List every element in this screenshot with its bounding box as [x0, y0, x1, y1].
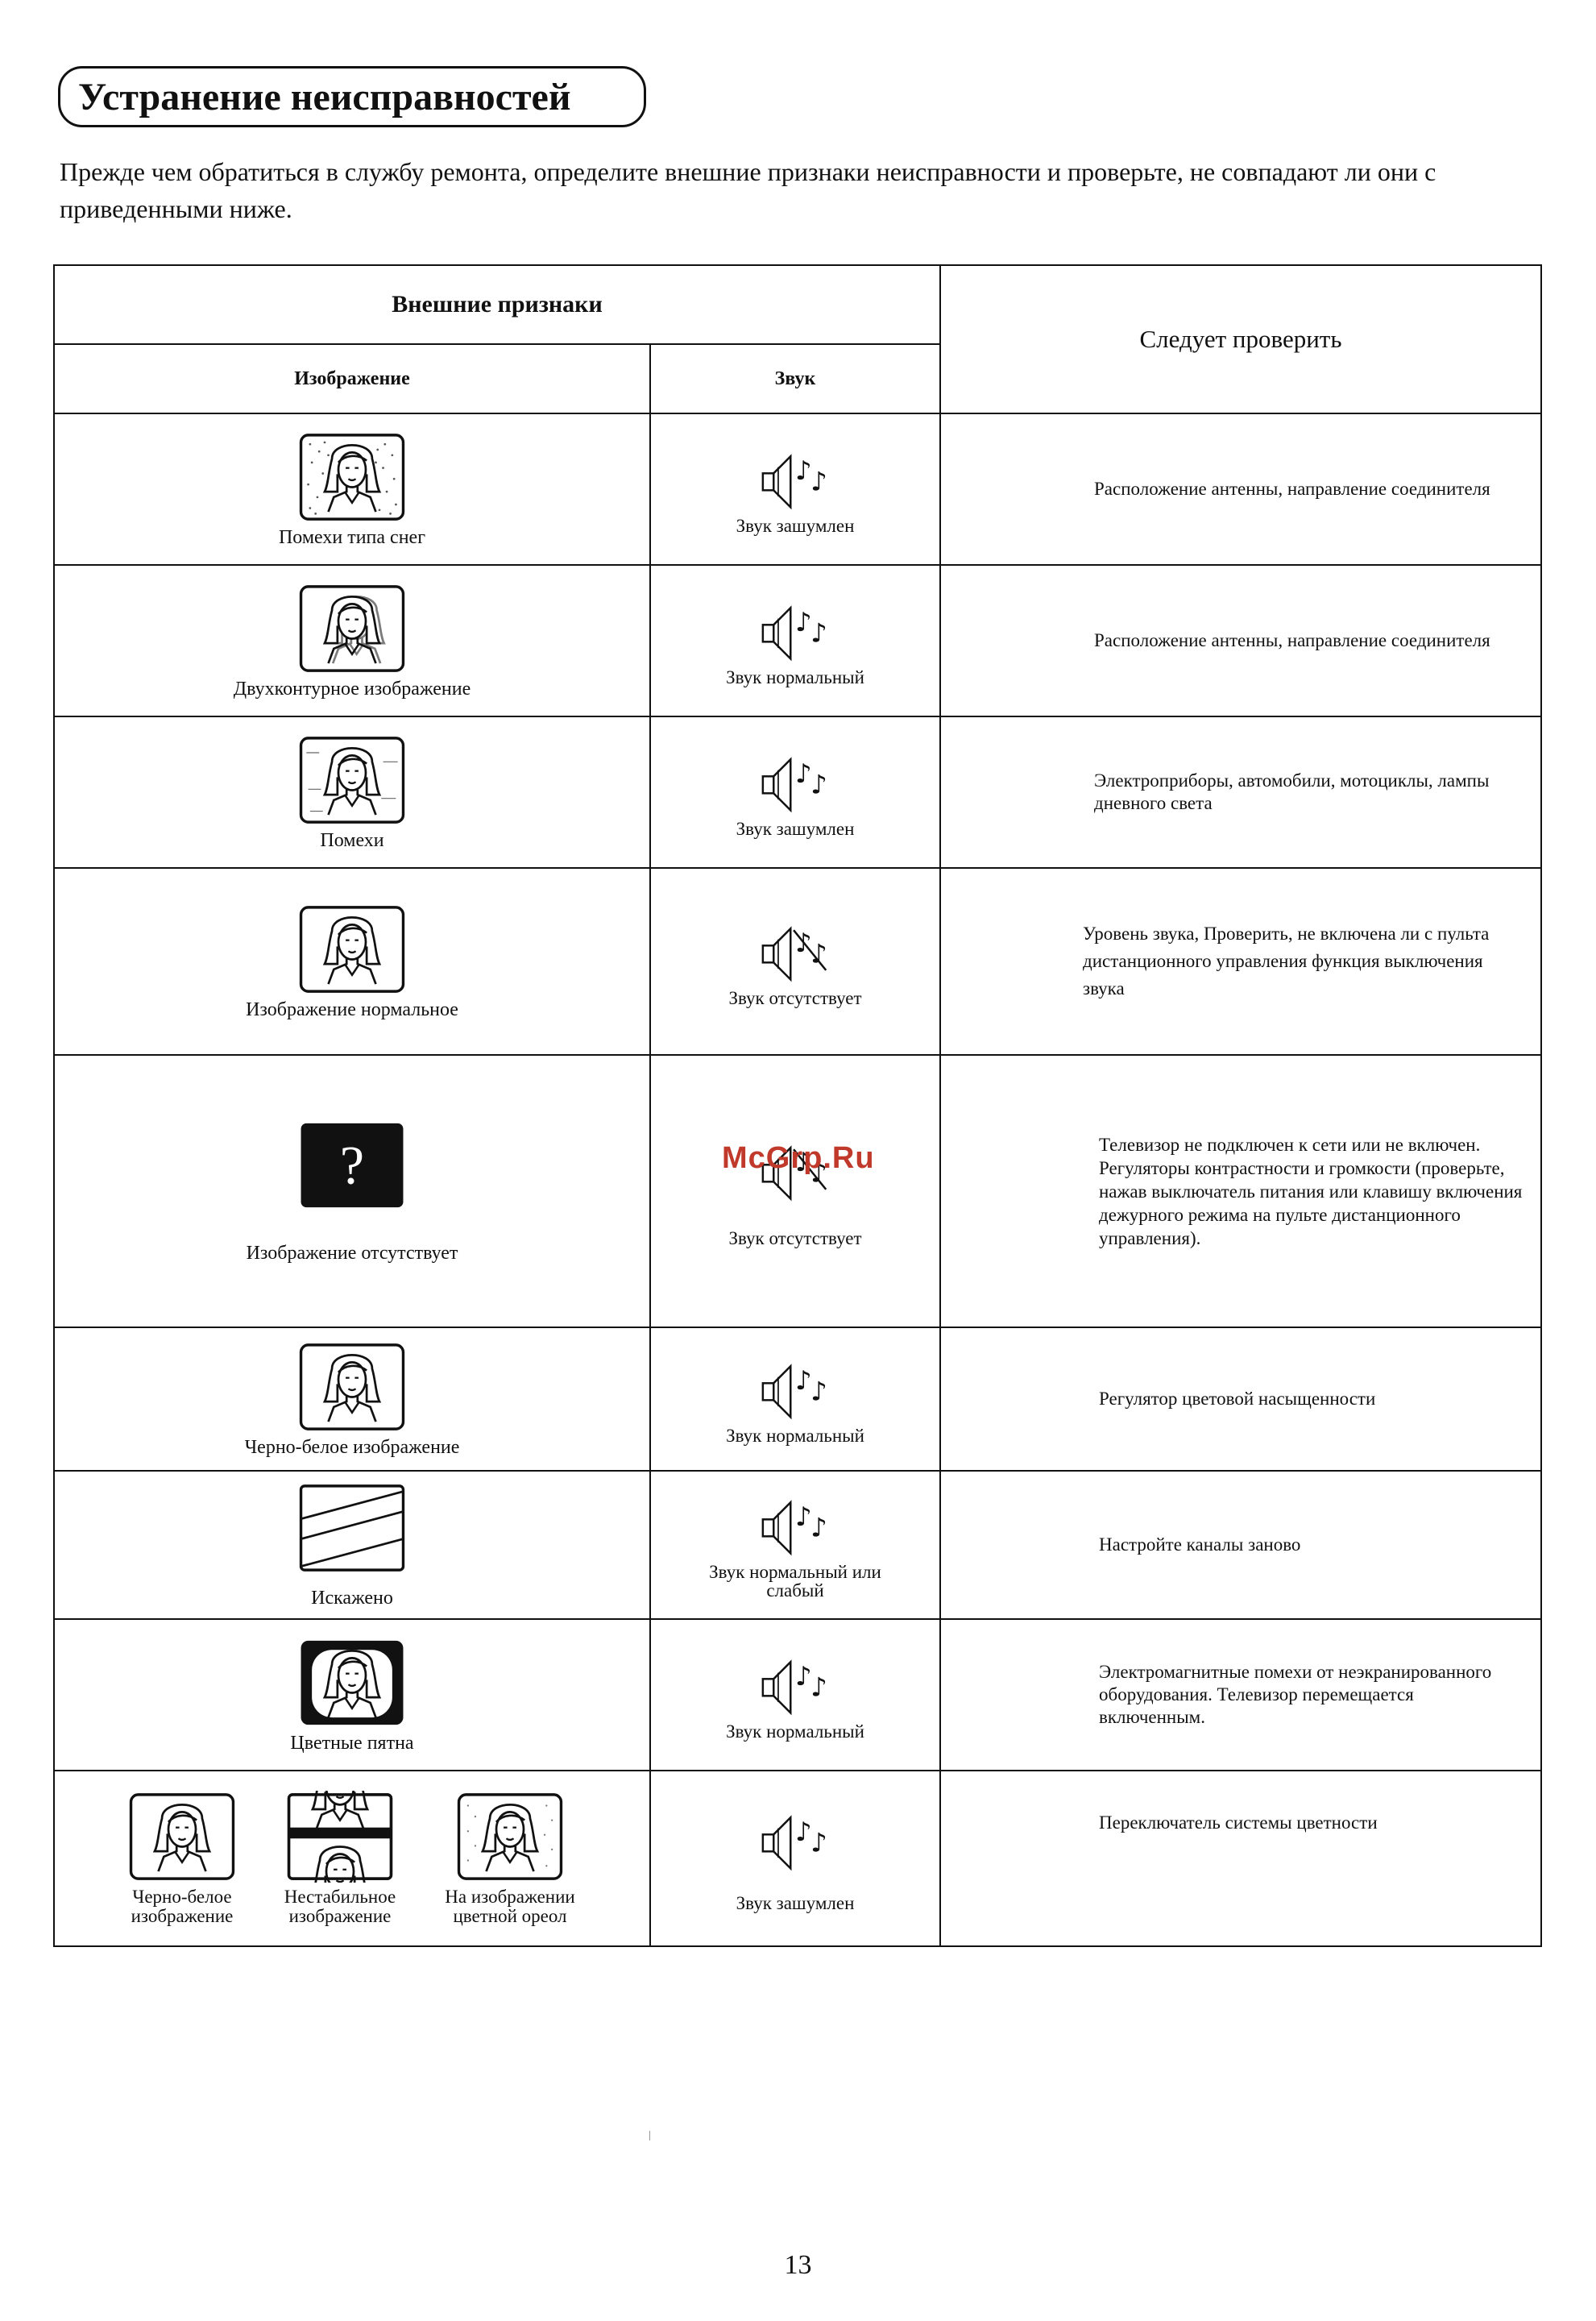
table-row [54, 1327, 1541, 1471]
speaker-music-icon [757, 1805, 834, 1875]
sound-caption: Звук отсутствует [728, 987, 862, 1008]
picture-caption: Изображение нормальное [246, 999, 458, 1020]
check-text: Расположение антенны, направление соединителя [940, 565, 1541, 716]
picture-caption: Помехи типа снег [278, 527, 426, 548]
sound-caption: Звук нормальный или слабый [709, 1562, 881, 1601]
sound-caption: Звук зашумлен [736, 818, 855, 839]
watermark: McGrp.Ru [722, 1141, 875, 1175]
page-title: Устранение неисправностей [58, 66, 646, 127]
sound-caption: Звук отсутствует [728, 1227, 862, 1248]
picture-caption: Черно-белое изображение [244, 1437, 460, 1458]
header-external-signs: Внешние признаки [54, 265, 940, 344]
check-text: Уровень звука, Проверить, не включена ли с пульта дистанционного управления функция выключения звука [940, 868, 1541, 1055]
header-sound: Звук [650, 344, 940, 413]
picture-caption: Нестабильное изображение [284, 1887, 396, 1926]
tv-woman-icon [297, 1341, 407, 1433]
speaker-music-icon [757, 1490, 834, 1559]
intro-paragraph: Прежде чем обратиться в службу ремонта, определите внешние признаки неисправности и проверьте, не совпадают ли они с приведенными ниже. [60, 157, 1436, 223]
table-row [54, 1471, 1541, 1619]
table-row [54, 1055, 1541, 1327]
sound-caption: Звук зашумлен [736, 1892, 855, 1913]
check-text: Настройте каналы заново [940, 1471, 1541, 1619]
picture-caption: Изображение отсутствует [246, 1243, 458, 1264]
no-picture-symbol: ? [339, 1134, 365, 1196]
speaker-music-icon [757, 1354, 834, 1423]
header-check: Следует проверить [940, 265, 1541, 413]
speaker-music-icon [757, 596, 834, 665]
tv-rolling-icon [285, 1791, 395, 1883]
check-text: Переключатель системы цветности [940, 1771, 1541, 1946]
check-text: Регулятор цветовой насыщенности [940, 1327, 1541, 1471]
speaker-music-icon [757, 1650, 834, 1719]
picture-caption: Черно-белое изображение [131, 1887, 234, 1926]
tv-ghost-icon [297, 583, 407, 675]
speaker-muted-icon [757, 916, 834, 986]
picture-caption: Цветные пятна [290, 1733, 414, 1754]
table-row [54, 716, 1541, 868]
table-row [54, 868, 1541, 1055]
tv-distorted-icon [297, 1482, 407, 1574]
page-number: 13 [784, 2250, 812, 2280]
table-row [54, 1619, 1541, 1771]
speaker-music-icon [757, 444, 834, 513]
sound-caption: Звук нормальный [726, 666, 864, 687]
check-text: Телевизор не подключен к сети или не включен. Регуляторы контрастности и громкости (проверьте, нажав выключатель питания или клавишу включения дежурного режима на пульте дистанционного управления). [940, 1055, 1541, 1327]
picture-caption: Помехи [320, 830, 384, 851]
sound-caption: Звук нормальный [726, 1425, 864, 1446]
picture-caption: На изображении цветной ореол [445, 1887, 575, 1926]
check-text: Электроприборы, автомобили, мотоциклы, лампы дневного света [940, 716, 1541, 868]
troubleshooting-table [53, 264, 1542, 1947]
table-row [54, 1771, 1541, 1946]
tv-woman-icon [297, 903, 407, 995]
tv-snow-icon [297, 431, 407, 523]
header-picture: Изображение [54, 344, 650, 413]
sound-caption: Звук нормальный [726, 1721, 864, 1742]
scan-mark [649, 2131, 650, 2140]
sound-caption: Звук зашумлен [736, 515, 855, 536]
picture-caption: Двухконтурное изображение [233, 679, 471, 700]
tv-woman-icon [127, 1791, 237, 1883]
tv-halo-icon [455, 1791, 565, 1883]
picture-caption: Искажено [311, 1588, 393, 1609]
speaker-music-icon [757, 747, 834, 816]
table-row [54, 565, 1541, 716]
check-text: Электромагнитные помехи от неэкранированного оборудования. Телевизор перемещается включенным. [940, 1619, 1541, 1771]
tv-question-icon [297, 1119, 407, 1211]
table-row [54, 413, 1541, 565]
check-text: Расположение антенны, направление соединителя [940, 413, 1541, 565]
tv-color-spots-icon [297, 1637, 407, 1729]
tv-interference-icon [297, 734, 407, 826]
